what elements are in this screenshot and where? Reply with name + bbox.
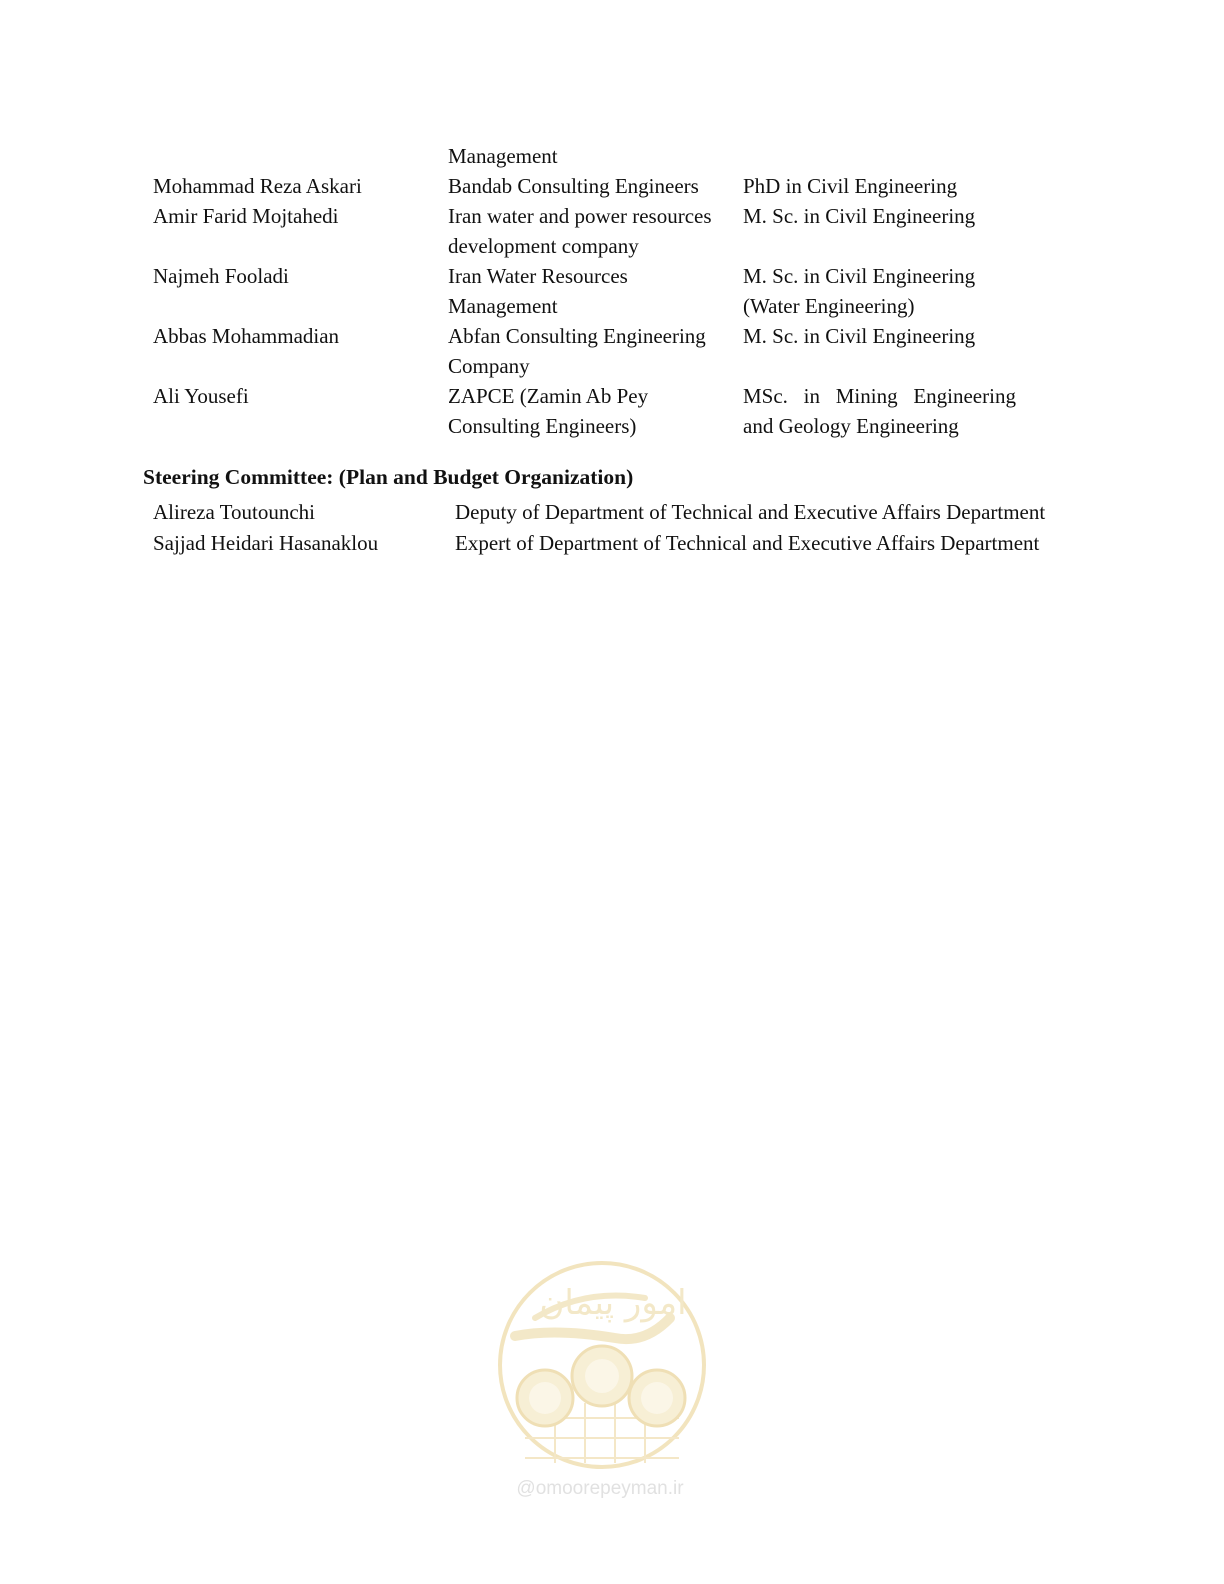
member-degree: M. Sc. in Civil Engineering bbox=[743, 204, 976, 228]
steering-member-role: Expert of Department of Technical and Executive Affairs Department bbox=[455, 531, 1040, 555]
member-organization-cont: Management bbox=[448, 294, 558, 318]
word: MSc. bbox=[743, 384, 788, 408]
member-organization-cont: development company bbox=[448, 234, 639, 258]
member-degree: M. Sc. in Civil Engineering bbox=[743, 264, 976, 288]
watermark-caption: @omoorepeyman.ir bbox=[516, 1478, 684, 1499]
member-organization: Management bbox=[448, 144, 558, 168]
table-row bbox=[153, 497, 1093, 528]
member-organization-cont: Company bbox=[448, 354, 530, 378]
steering-member-name: Sajjad Heidari Hasanaklou bbox=[153, 531, 379, 555]
table-row bbox=[153, 141, 1053, 171]
member-organization: Bandab Consulting Engineers bbox=[448, 174, 699, 198]
member-degree-cont: (Water Engineering) bbox=[743, 294, 915, 318]
member-degree-cont: and Geology Engineering bbox=[743, 414, 959, 438]
table-row bbox=[153, 321, 1053, 381]
member-organization: Iran water and power resources bbox=[448, 204, 712, 228]
member-degree: M. Sc. in Civil Engineering bbox=[743, 324, 976, 348]
member-name: Amir Farid Mojtahedi bbox=[153, 204, 339, 228]
table-row bbox=[153, 201, 1053, 261]
table-row bbox=[153, 528, 1093, 559]
watermark-logo-text: امور پیمان bbox=[539, 1283, 687, 1323]
member-degree-justified bbox=[743, 381, 1016, 411]
member-degree bbox=[743, 141, 1043, 171]
table-row bbox=[153, 171, 1053, 201]
steering-committee-table bbox=[153, 497, 1093, 559]
gear-seal-icon bbox=[495, 1258, 709, 1472]
steering-committee-heading: Steering Committee: (Plan and Budget Organization) bbox=[143, 465, 634, 489]
member-degree: PhD in Civil Engineering bbox=[743, 174, 958, 198]
member-organization: ZAPCE (Zamin Ab Pey bbox=[448, 384, 649, 408]
table-row bbox=[153, 261, 1053, 321]
table-row bbox=[153, 381, 1053, 441]
member-organization-cont: Consulting Engineers) bbox=[448, 414, 637, 438]
member-organization: Iran Water Resources bbox=[448, 264, 628, 288]
watermark bbox=[495, 1258, 725, 1508]
member-name: Abbas Mohammadian bbox=[153, 324, 340, 348]
members-table bbox=[153, 141, 1053, 441]
member-name: Ali Yousefi bbox=[153, 384, 249, 408]
word: Engineering bbox=[913, 384, 1016, 408]
member-name: Mohammad Reza Askari bbox=[153, 174, 362, 198]
word: in bbox=[803, 384, 821, 408]
member-name: Najmeh Fooladi bbox=[153, 264, 289, 288]
member-name bbox=[153, 141, 448, 171]
member-organization: Abfan Consulting Engineering bbox=[448, 324, 706, 348]
steering-member-role: Deputy of Department of Technical and Executive Affairs Department bbox=[455, 500, 1046, 524]
steering-member-name: Alireza Toutounchi bbox=[153, 500, 316, 524]
word: Mining bbox=[835, 384, 898, 408]
